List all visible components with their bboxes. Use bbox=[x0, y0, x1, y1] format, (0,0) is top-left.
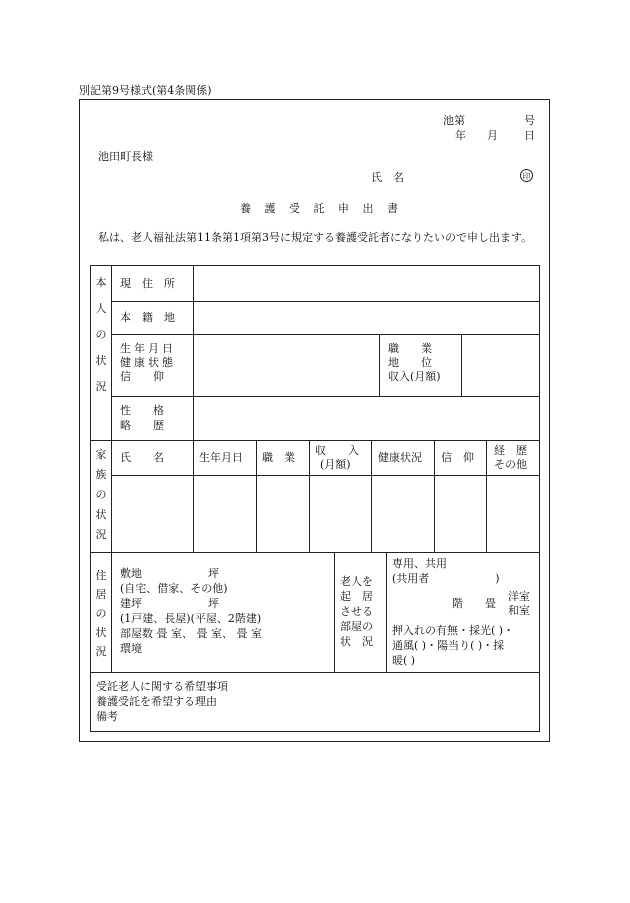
date-day: 日 bbox=[524, 129, 535, 142]
housing-rooms: 部屋数 畳 室、 畳 室、 畳 室 bbox=[120, 627, 262, 640]
housing-section-label: 住 居 の 状 況 bbox=[95, 569, 107, 658]
housing-building-type: (1戸建、長屋)(平屋、2階建) bbox=[120, 612, 262, 625]
date-month: 月 bbox=[487, 129, 498, 142]
room-japanese: 和室 bbox=[508, 604, 530, 617]
col-divider bbox=[309, 440, 310, 552]
col-divider bbox=[379, 334, 380, 396]
col-divider bbox=[371, 440, 372, 552]
room-ventilation: 通風( )・陽当り( )・採 bbox=[392, 639, 505, 652]
character-label: 性 格 bbox=[120, 404, 164, 417]
room-heating: 暖( ) bbox=[392, 654, 416, 667]
health-label: 健康状態 bbox=[120, 356, 176, 369]
col-divider bbox=[434, 440, 435, 552]
seal-icon: 印 bbox=[520, 169, 533, 182]
application-table bbox=[90, 265, 540, 732]
document-title: 養 護 受 託 申 出 書 bbox=[240, 202, 403, 215]
row-divider bbox=[111, 301, 540, 302]
family-col-religion: 信 仰 bbox=[441, 451, 474, 464]
col-divider bbox=[461, 334, 462, 396]
ref-prefix: 池第 bbox=[443, 114, 465, 127]
housing-floor-area: 建坪 坪 bbox=[120, 597, 219, 610]
remarks-notes: 備考 bbox=[96, 710, 118, 723]
col-divider bbox=[334, 552, 335, 672]
date-year: 年 bbox=[455, 129, 466, 142]
form-number: 別記第9号様式(第4条関係) bbox=[79, 84, 212, 97]
occupation-label: 職 業 bbox=[388, 342, 432, 355]
col-divider bbox=[386, 552, 387, 672]
room-western: 洋室 bbox=[508, 590, 530, 603]
birthdate-label: 生年月日 bbox=[120, 342, 176, 355]
ref-suffix: 号 bbox=[524, 114, 535, 127]
address-label: 現 住 所 bbox=[120, 277, 175, 290]
remarks-reason: 養護受託を希望する理由 bbox=[96, 695, 217, 708]
family-section-label: 家 族 の 状 況 bbox=[95, 448, 107, 541]
room-closet: 押入れの有無・採光( )・ bbox=[392, 624, 515, 637]
section-divider bbox=[90, 552, 540, 553]
religion-label: 信 仰 bbox=[120, 370, 164, 383]
col-divider bbox=[193, 265, 194, 552]
name-label: 氏 名 bbox=[371, 171, 404, 184]
family-col-health: 健康状況 bbox=[378, 451, 422, 464]
section-divider bbox=[90, 672, 540, 673]
family-col-income: 収 入 bbox=[315, 444, 359, 457]
statement: 私は、老人福祉法第11条第1項第3号に規定する養護受託者になりたいので申し出ます。 bbox=[98, 231, 533, 244]
income-label: 収入(月額) bbox=[388, 370, 441, 383]
family-col-birthdate: 生年月日 bbox=[199, 451, 243, 464]
family-col-other: その他 bbox=[494, 458, 527, 471]
addressee: 池田町長様 bbox=[98, 150, 153, 163]
housing-site-type: (自宅、借家、その他) bbox=[120, 582, 228, 595]
section-divider bbox=[90, 440, 540, 441]
room-shared: 専用、共用 bbox=[392, 557, 447, 570]
col-divider bbox=[486, 440, 487, 552]
applicant-section-label: 本 人 の 状 況 bbox=[95, 276, 107, 393]
row-divider bbox=[111, 475, 540, 476]
family-col-history: 経 歴 bbox=[494, 444, 527, 457]
col-divider bbox=[256, 440, 257, 552]
room-status-label: 老人を 起 居 させる 部屋の 状 況 bbox=[340, 575, 373, 648]
col-divider bbox=[111, 265, 112, 672]
housing-site: 敷地 坪 bbox=[120, 567, 219, 580]
domicile-label: 本 籍 地 bbox=[120, 311, 175, 324]
row-divider bbox=[111, 396, 540, 397]
row-divider bbox=[111, 334, 540, 335]
family-col-occupation: 職 業 bbox=[262, 451, 295, 464]
history-label: 略 歴 bbox=[120, 419, 164, 432]
family-col-income-unit: (月額) bbox=[320, 458, 351, 471]
position-label: 地 位 bbox=[388, 356, 432, 369]
remarks-wishes: 受託老人に関する希望事項 bbox=[96, 680, 228, 693]
family-col-name: 氏 名 bbox=[120, 451, 164, 464]
housing-environment: 環境 bbox=[120, 642, 142, 655]
room-floor-mats: 階 畳 bbox=[452, 597, 496, 610]
room-co-user: (共用者 ) bbox=[392, 572, 500, 585]
